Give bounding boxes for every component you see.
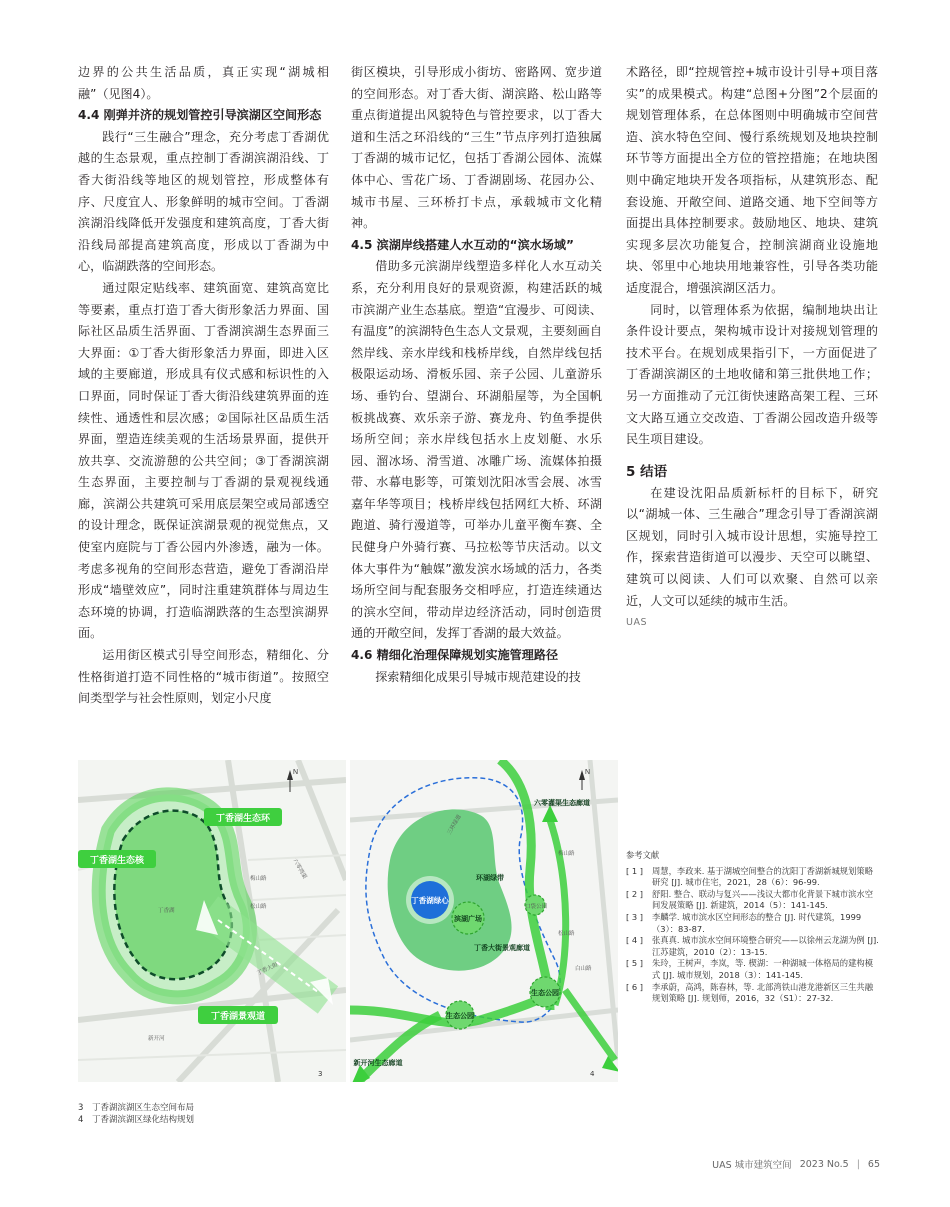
- issue: 2023 No.5: [799, 1158, 849, 1170]
- caption-figure-3: 3 丁香湖滨湖区生态空间布局: [78, 1103, 195, 1113]
- references-list: [626, 866, 880, 1005]
- section-heading-5: 5 结语: [626, 463, 668, 480]
- reference-item: [ 5 ] 朱玲，王树声，李岚，等. 楔湖：一种湖城一体格局的建构模式 [J]. 城市规划，2018（3）：141-145.: [626, 958, 873, 980]
- road-label: 梅山路: [250, 876, 267, 882]
- node-label: 生态公园: [531, 989, 559, 997]
- section-heading-4-5: 4.5 滨湖岸线搭建人水互动的“滨水场域”: [351, 237, 574, 252]
- journal-name: UAS 城市建筑空间: [712, 1160, 792, 1171]
- paragraph: 通过限定贴线率、建筑面宽、建筑高宽比等要素，重点打造丁香大街形象活力界面、国际社区品质生活界面、丁香湖滨湖生态界面三大界面：①丁香大街形象活力界面，即进入区域的主要廊道，形成具有仪式感和标识性的入口界面，同时保证丁香大街沿线建筑界面的连续性、通透性和层次感；②国际社区品质生活界面，塑造连续美观的生活场景界面，提供开放共享、交流游憩的公共空间；③丁香湖滨湖生态界面，主要控制与丁香湖的景观视线通廊，滨湖公共建筑可采用底层架空或局部透空的设计理念，既保证滨湖景观的视觉焦点，又使室内庭院与丁香公园内外渗透，融为一体。考虑多视角的空间形态营造，避免丁香湖沿岸形成“墙壁效应”，同时注重建筑群体与周边生态环境的协调，打造临湖跌落的生态型滨湖界面。: [78, 280, 329, 641]
- label-eco-ring-text: 丁香湖生态环: [215, 814, 271, 824]
- references: [626, 850, 880, 1005]
- label-eco-core: [78, 850, 156, 868]
- label-corridor-text: 丁香湖景观道: [210, 1012, 266, 1022]
- paragraph: 边界的公共生活品质，真正实现“湖城相融”（见图4）。: [78, 65, 329, 101]
- paragraph: 同时，以管理体系为依据，编制地块出让条件设计要点，架构城市设计对接规划管理的技术平台。在规划成果指引下，一方面促进了丁香湖滨湖区的土地收储和第三批供地工作；另一方面推动了元江街快速路高架工程、三环文大路互通立交改造、丁香湖公园改造升级等民生项目建设。: [626, 302, 878, 447]
- text-column-2: [351, 62, 602, 688]
- core-circle: [406, 876, 454, 924]
- road-label: 松山路: [250, 904, 267, 910]
- figure-3-svg: [78, 760, 346, 1082]
- node-label: 丁香大街景观廊道: [474, 944, 530, 952]
- figure-number: 4: [590, 1070, 595, 1078]
- reference-item: [ 3 ] 李麟学. 城市滨水区空间形态的整合 [J]. 时代建筑，1999（3）：83-87.: [626, 911, 862, 934]
- label-eco-ring: [203, 808, 282, 826]
- node-label: 生态公园: [446, 1012, 474, 1020]
- figure-number: 3: [318, 1070, 323, 1078]
- road-label: 口袋公园: [524, 904, 548, 910]
- figure-captions: [78, 1102, 194, 1126]
- reference-item: [ 6 ] 李承蔚，高鸿，陈春林，等. 北部湾铁山港龙港新区三生共融规划策略 [J]. 规划师，2016，32（S1）：27-32.: [626, 981, 873, 1004]
- reference-item: [ 4 ] 张真真. 城市滨水空间环境整合研究——以徐州云龙湖为例 [J]. 江苏建筑，2010（2）：13-15.: [626, 935, 879, 957]
- paragraph: 术路径，即“控规管控+城市设计引导+项目落实”的成果模式。构建“总图+分图”2个层面的规划管理体系，在总体图则中明确城市空间营造、滨水特色空间、慢行系统规划及地块控制环节等方面提出全方位的管控措施；在地块图则中确定地块开发各项指标，从建筑形态、配套设施、开敞空间、道路交通、地下空间等方面提出具体控制要求。鼓励地区、地块、建筑实现多层次功能复合，控制滨湖商业设施地块、邻里中心地块用地兼容性，引导各类功能适度混合，增强滨湖区活力。: [626, 65, 878, 295]
- references-title: 参考文献: [626, 850, 660, 860]
- road-label: 松山路: [558, 931, 575, 937]
- lake-label: 丁香湖: [158, 908, 175, 914]
- road-label: 新开河: [148, 1036, 165, 1042]
- end-mark-logo: UAS: [626, 617, 647, 629]
- paragraph: 街区模块，引导形成小街坊、密路网、宽步道的空间形态。对丁香大街、湖滨路、松山路等重点街道提出风貌特色与管控要求，以丁香大道和生活之环沿线的“三生”节点序列打造独属丁香湖的城市记忆，包括丁香湖公园体、流媒体中心、雪花广场、丁香湖剧场、花园办公、城市书屋、三环桥打卡点，承载城市文化精神。: [351, 65, 602, 231]
- road-label: 梅山路: [558, 851, 575, 857]
- road-label: 三环绿道: [446, 813, 463, 836]
- paragraph: 运用街区模式引导空间形态，精细化、分性格街道打造不同性格的“城市街道”。按照空间类型学与社会性原则，划定小尺度: [78, 648, 329, 706]
- separator: |: [856, 1158, 860, 1170]
- core-label: 丁香湖绿心: [411, 896, 449, 905]
- label-corridor: [198, 1006, 278, 1024]
- figure-4-svg: [350, 760, 618, 1082]
- paragraph: 践行“三生融合”理念，充分考虑丁香湖优越的生态景观，重点控制丁香湖滨湖沿线、丁香大街沿线等地区的规划管控，形成整体有序、尺度宜人、形象鲜明的城市空间。丁香湖滨湖沿线降低开发强度和建筑高度，丁香大街沿线局部提高建筑高度，形成以丁香湖为中心，临湖跌落的空间形态。: [78, 129, 329, 274]
- text-column-1: [78, 62, 329, 710]
- paragraph: 借助多元滨湖岸线塑造多样化人水互动关系，充分利用良好的景观资源，构建活跃的城市滨湖产业生态基底。塑造“宜漫步、可阅读、有温度”的滨湖特色生态人文景观，主要刻画自然岸线、亲水岸线和栈桥岸线，自然岸线包括极限运动场、滑板乐园、亲子公园、儿童游乐场、垂钓台、望湖台、环湖船屋等，为全国帆板挑战赛、欢乐亲子游、赛龙舟、钓鱼季提供场所空间；亲水岸线包括水上皮划艇、水乐园、溜冰场、滑雪道、冰雕广场、流媒体拍摄带、水幕电影等，可策划沈阳冰雪会展、冰雪嘉年华等项目；栈桥岸线包括网红大桥、环湖跑道、骑行漫道等，可举办儿童平衡车赛、全民健身户外骑行赛、马拉松等节庆活动。以文体大事件为“触媒”激发滨水场域的活力，各类场所空间与配套服务交相呼应，打造连续通达的滨水空间，带动岸边经济活动，同时创造贯通的开敞空间，发挥丁香湖的最大效益。: [351, 259, 602, 641]
- section-heading-4-4: 4.4 刚弹并济的规划管控引导滨湖区空间形态: [78, 108, 322, 123]
- svg-text:N: N: [585, 769, 591, 776]
- figure-4-map: [350, 760, 618, 1082]
- node-label: 六零灌渠生态廊道: [534, 799, 590, 807]
- figure-3-map: [78, 760, 346, 1082]
- section-heading-4-6: 4.6 精细化治理保障规划实施管理路径: [351, 648, 559, 663]
- text-column-3: [626, 62, 878, 634]
- svg-text:N: N: [293, 769, 299, 776]
- reference-item: [ 2 ] 舒阳. 整合、联动与复兴——浅议大都市化背景下城市滨水空间发展策略 [J]. 新建筑，2014（5）：141-145.: [626, 888, 873, 911]
- paragraph: 探索精细化成果引导城市规范建设的技: [375, 669, 581, 684]
- paragraph: 在建设沈阳品质新标杆的目标下，研究以“湖城一体、三生融合”理念引导丁香湖滨湖区规划，同时引入城市设计思想，实施导控工作，探索营造街道可以漫步、天空可以眺望、建筑可以阅读、人们可以欢聚、自然可以亲近，人文可以延续的城市生活。: [626, 485, 878, 608]
- page-number: 65: [867, 1158, 880, 1170]
- road-label: 白山路: [575, 966, 592, 972]
- node-label: 新开河生态廊道: [353, 1059, 403, 1067]
- page-footer: [712, 1157, 880, 1171]
- road-label: 六零湾渠: [291, 858, 308, 881]
- caption-figure-4: 4 丁香湖滨湖区绿化结构规划: [78, 1115, 195, 1125]
- label-eco-core-text: 丁香湖生态核: [89, 856, 145, 866]
- reference-item: [ 1 ] 周慧，李政来. 基于湖城空间整合的沈阳丁香湖新城规划策略研究 [J]. 城市住宅，2021，28（6）：96-99.: [626, 865, 873, 888]
- node-label: 环湖绿带: [476, 874, 504, 882]
- node-label: 滨湖广场: [454, 915, 482, 923]
- road-label: 丁香大街: [256, 962, 279, 977]
